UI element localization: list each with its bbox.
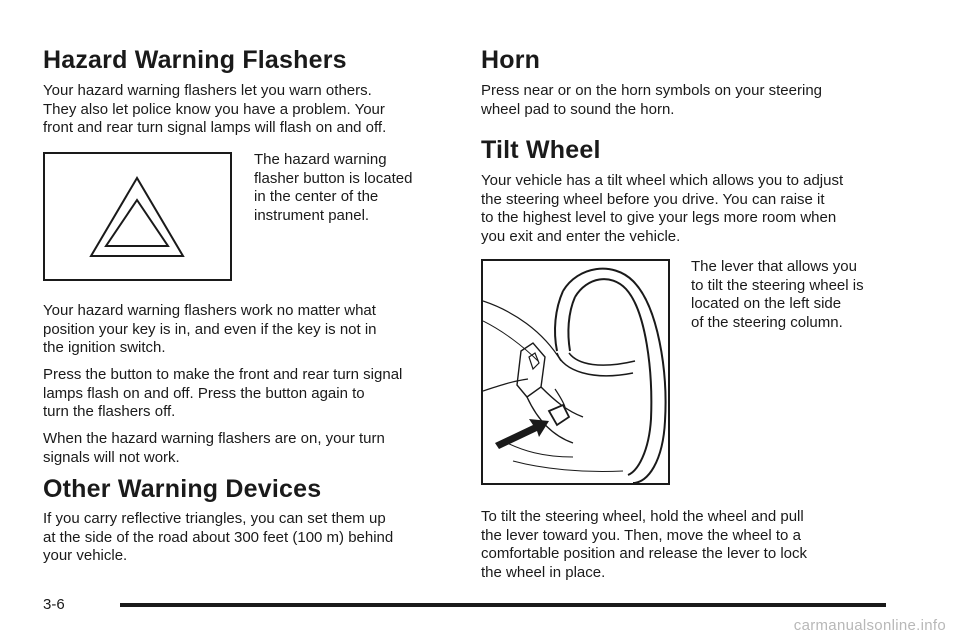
watermark-text: carmanualsonline.info <box>793 617 946 634</box>
other-devices-para: If you carry reflective triangles, you can set them up at the side of the road about 300 feet (100 m) behind your vehicle. <box>43 510 394 564</box>
steering-wheel-lever-illustration <box>483 261 668 483</box>
horn-heading: Horn <box>481 46 541 74</box>
hazard-triangle-icon <box>45 154 230 279</box>
hazard-intro: Your hazard warning flashers let you warn others. They also let police know you have a problem. Your front and rear turn signal lamps will flash on and off. <box>43 82 387 136</box>
steering-wheel-figure <box>481 259 670 485</box>
hazard-para-2: Your hazard warning flashers work no matter what position your key is in, and even if the key is not in the ignition switch. <box>43 302 377 356</box>
hazard-figure-caption: The hazard warning flasher button is located in the center of the instrument panel. <box>254 151 413 224</box>
tilt-wheel-para-1: Your vehicle has a tilt wheel which allows you to adjust the steering wheel before you drive. You can raise it to the highest level to give your legs more room when you exit and enter the vehicle. <box>481 172 844 245</box>
tilt-wheel-heading: Tilt Wheel <box>481 136 601 164</box>
footer-rule <box>120 603 886 607</box>
hazard-para-3: Press the button to make the front and rear turn signal lamps flash on and off. Press the button again to turn the flashers off. <box>43 366 403 420</box>
hazard-para-4: When the hazard warning flashers are on, your turn signals will not work. <box>43 430 385 466</box>
hazard-heading: Hazard Warning Flashers <box>43 46 347 74</box>
hazard-symbol-figure <box>43 152 232 281</box>
horn-para: Press near or on the horn symbols on your steering wheel pad to sound the horn. <box>481 82 823 118</box>
tilt-wheel-para-2: To tilt the steering wheel, hold the wheel and pull the lever toward you. Then, move the wheel to a comfortable position and release the lever to lock the wheel in place. <box>481 508 808 581</box>
page-number: 3-6 <box>43 596 65 613</box>
tilt-wheel-figure-caption: The lever that allows you to tilt the steering wheel is located on the left side of the steering column. <box>691 258 864 331</box>
other-devices-heading: Other Warning Devices <box>43 475 322 503</box>
